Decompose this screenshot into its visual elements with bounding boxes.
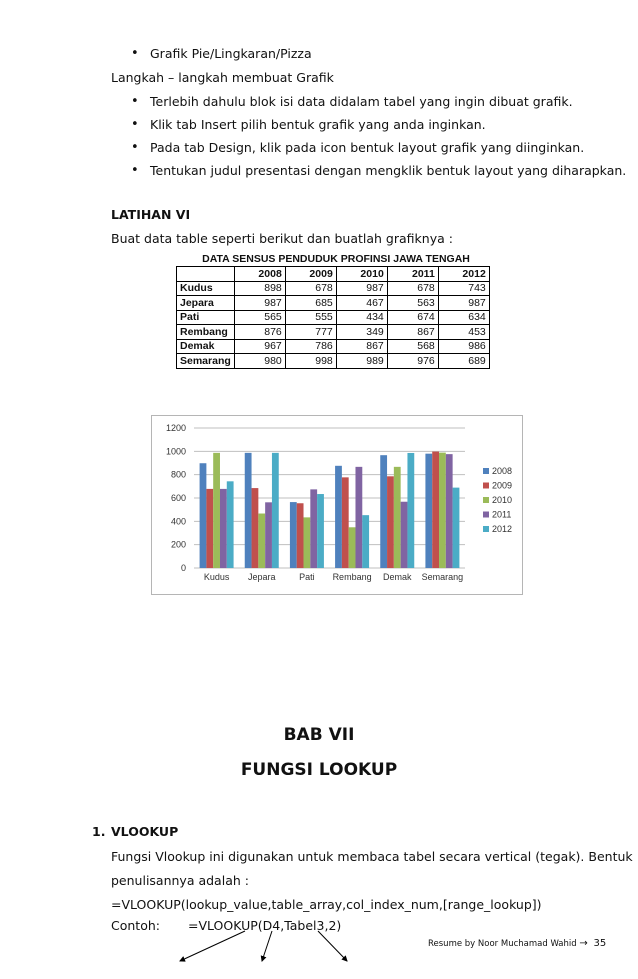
arrow-icon: → (579, 938, 588, 949)
bar (220, 489, 227, 568)
year-header: 2008 (234, 267, 285, 282)
page-number: 35 (593, 938, 607, 949)
bar (401, 502, 408, 568)
table-caption: DATA SENSUS PENDUDUK PROFINSI JAWA TENGAH (202, 253, 470, 265)
table-cell: 555 (285, 310, 336, 325)
chart-canvas (152, 416, 522, 594)
x-tick-label: Pati (299, 572, 315, 582)
step-item (150, 140, 584, 155)
chapter-title: BAB VII (283, 725, 355, 745)
table-cell: 867 (336, 339, 387, 354)
legend-label: 2011 (492, 509, 512, 520)
section-title: VLOOKUP (111, 824, 179, 839)
table-cell: 563 (387, 296, 438, 311)
arrow-icon (262, 931, 272, 961)
footer-text: Resume by Noor Muchamad Wahid (428, 939, 577, 949)
example-label: Contoh: (111, 918, 160, 933)
table-cell: 634 (438, 310, 489, 325)
bar (335, 466, 342, 568)
table-cell: 674 (387, 310, 438, 325)
year-header: 2010 (336, 267, 387, 282)
table-cell: 565 (234, 310, 285, 325)
table-row (177, 339, 490, 354)
table-header-row (177, 267, 490, 282)
formula-text: =VLOOKUP(lookup_value,table_array,col_index_num,[range_lookup]) (111, 897, 542, 912)
table-row (177, 310, 490, 325)
bar (200, 463, 207, 568)
bar (227, 481, 234, 568)
y-tick-label: 0 (180, 563, 186, 573)
table-cell: 987 (438, 296, 489, 311)
row-label: Rembang (177, 325, 235, 340)
latihan-text: Buat data table seperti berikut dan buatlah grafiknya : (111, 231, 453, 246)
bar (446, 454, 453, 568)
body-text: penulisannya adalah : (111, 873, 249, 888)
bar (272, 453, 279, 568)
bar (317, 494, 324, 568)
year-header: 2009 (285, 267, 336, 282)
bar (362, 515, 369, 568)
x-tick-label: Rembang (332, 572, 372, 582)
y-tick-label: 800 (170, 469, 186, 480)
table-cell: 349 (336, 325, 387, 340)
table-cell: 998 (285, 354, 336, 369)
step-text: Klik tab Insert pilih bentuk grafik yang anda inginkan. (150, 117, 486, 132)
table-cell: 453 (438, 325, 489, 340)
table-cell: 898 (234, 281, 285, 296)
y-tick-label: 600 (170, 493, 186, 503)
y-tick-label: 400 (170, 516, 186, 527)
table-cell: 743 (438, 281, 489, 296)
bar (213, 453, 220, 568)
bar (342, 477, 349, 568)
step-text: Terlebih dahulu blok isi data didalam tabel yang ingin dibuat grafik. (150, 94, 573, 109)
latihan-title: LATIHAN VI (111, 207, 191, 222)
legend-swatch (483, 512, 489, 518)
table-cell: 685 (285, 296, 336, 311)
table-cell: 467 (336, 296, 387, 311)
table-row (177, 296, 490, 311)
legend-swatch (483, 526, 489, 532)
year-header: 2012 (438, 267, 489, 282)
table-cell: 987 (336, 281, 387, 296)
bar (407, 453, 414, 568)
table-cell: 786 (285, 339, 336, 354)
bar (258, 514, 265, 568)
bar-chart (151, 415, 523, 595)
row-label: Pati (177, 310, 235, 325)
bar (310, 489, 317, 568)
bar (290, 502, 297, 568)
table-cell: 980 (234, 354, 285, 369)
bullet-text: Grafik Pie/Lingkaran/Pizza (150, 46, 312, 61)
x-tick-label: Kudus (203, 572, 230, 582)
legend-swatch (483, 468, 489, 474)
legend-label: 2008 (492, 466, 513, 476)
row-label: Demak (177, 339, 235, 354)
x-tick-label: Jepara (247, 572, 276, 582)
body-text: Fungsi Vlookup ini digunakan untuk membaca tabel secara vertical (tegak). Bentuk (111, 849, 633, 864)
legend-swatch (483, 483, 489, 489)
bar (432, 452, 439, 568)
row-label: Kudus (177, 281, 235, 296)
arrow-icon (318, 931, 347, 961)
steps-heading: Langkah – langkah membuat Grafik (111, 70, 334, 85)
row-label: Semarang (177, 354, 235, 369)
bar (380, 455, 387, 568)
section-number: 1. (92, 824, 106, 839)
legend-label: 2009 (492, 480, 513, 491)
annotation-arrows (0, 929, 638, 979)
bar (297, 503, 304, 568)
bar (394, 467, 401, 568)
table-cell: 989 (336, 354, 387, 369)
table-cell: 777 (285, 325, 336, 340)
step-item (150, 163, 626, 178)
y-tick-label: 1200 (165, 423, 186, 433)
table-cell: 678 (285, 281, 336, 296)
chapter-subtitle: FUNGSI LOOKUP (240, 760, 398, 780)
table-cell: 976 (387, 354, 438, 369)
bar (453, 488, 460, 568)
table-cell: 434 (336, 310, 387, 325)
arrow-icon (180, 931, 245, 961)
bar (387, 476, 394, 568)
bar (265, 502, 272, 568)
table-cell: 967 (234, 339, 285, 354)
bar (252, 488, 259, 568)
bar (304, 517, 311, 568)
census-table (176, 266, 490, 369)
example-formula: =VLOOKUP(D4,Tabel3,2) (188, 918, 342, 933)
row-label: Jepara (177, 296, 235, 311)
table-cell: 987 (234, 296, 285, 311)
legend-swatch (483, 497, 489, 503)
table-row (177, 281, 490, 296)
step-text: Tentukan judul presentasi dengan mengklik bentuk layout yang diharapkan. (150, 163, 627, 178)
bar (425, 454, 432, 568)
step-item (150, 94, 573, 109)
y-tick-label: 200 (170, 539, 186, 550)
x-tick-label: Demak (382, 572, 412, 582)
y-tick-label: 1000 (165, 446, 186, 457)
step-item (150, 117, 486, 132)
step-text: Pada tab Design, klik pada icon bentuk layout grafik yang diinginkan. (150, 140, 585, 155)
table-cell: 867 (387, 325, 438, 340)
table-cell: 678 (387, 281, 438, 296)
table-cell: 876 (234, 325, 285, 340)
legend-label: 2012 (492, 524, 513, 534)
table-row (177, 354, 490, 369)
table-cell: 986 (438, 339, 489, 354)
bar (439, 453, 446, 568)
bar (355, 467, 362, 568)
table-row (177, 325, 490, 340)
table-cell: 568 (387, 339, 438, 354)
table-corner (177, 267, 235, 282)
bar (349, 527, 356, 568)
legend-label: 2010 (492, 495, 513, 505)
bar (245, 453, 252, 568)
table-cell: 689 (438, 354, 489, 369)
bar (206, 489, 213, 568)
x-tick-label: Semarang (421, 572, 464, 582)
bullet-item (150, 46, 312, 61)
year-header: 2011 (387, 267, 438, 282)
